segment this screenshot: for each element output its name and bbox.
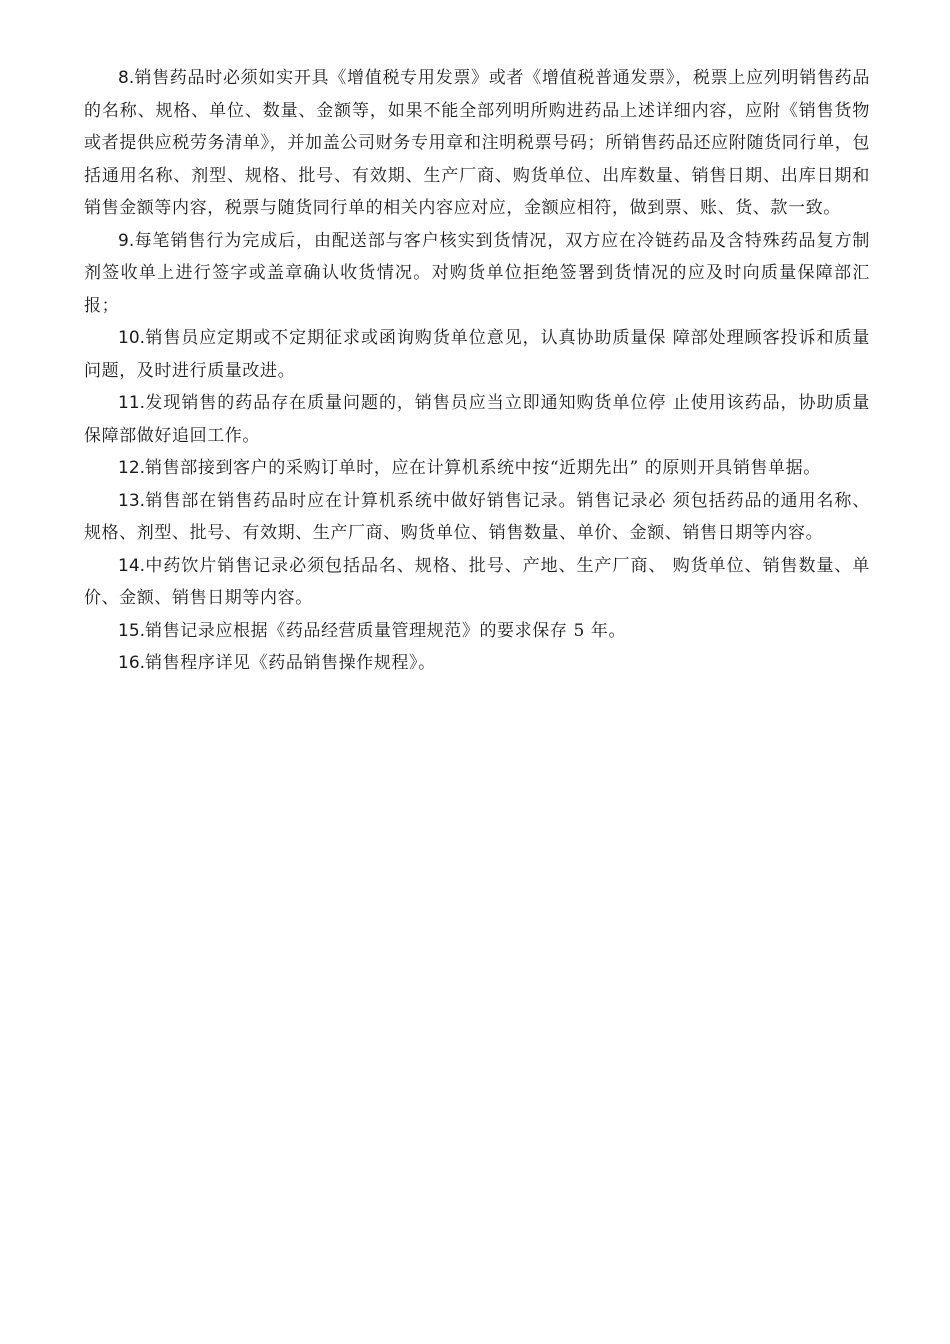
paragraph-14 <box>84 550 870 615</box>
paragraph-number: 13. <box>118 490 146 511</box>
paragraph-text: 销售药品时必须如实开具《增值税专用发票》或者《增值税普通发票》，税票上应列明销售药品的名称、规格、单位、数量、金额等，如果不能全部列明所购进药品上述详细内容，应附《销售货物或者提供应税劳务清单》，并加盖公司财务专用章和注明税票号码；所销售药品还应附随货同行单，包括通用名称、剂型、规格、批号、有效期、生产厂商、购货单位、出库数量、销售日期、出库日期和销售金额等内容，税票与随货同行单的相关内容应对应，金额应相符，做到票、账、货、款一致。 <box>84 68 870 218</box>
paragraph-number: 14. <box>118 555 146 576</box>
paragraph-text: 销售部在销售药品时应在计算机系统中做好销售记录。销售记录必 须包括药品的通用名称、规格、剂型、批号、有效期、生产厂商、购货单位、销售数量、单价、金额、销售日期等内容。 <box>84 490 870 543</box>
paragraph-text: 每笔销售行为完成后，由配送部与客户核实到货情况，双方应在冷链药品及含特殊药品复方制剂签收单上进行签字或盖章确认收货情况。对购货单位拒绝签署到货情况的应及时向质量保障部汇报； <box>84 230 870 316</box>
paragraph-number: 8. <box>118 68 135 88</box>
paragraph-number: 10. <box>118 328 146 348</box>
paragraph-text: 销售部接到客户的采购订单时，应在计算机系统中按“近期先出” 的原则开具销售单据。 <box>145 458 821 478</box>
paragraph-number: 12. <box>118 458 146 478</box>
paragraph-10 <box>84 322 870 387</box>
paragraph-8 <box>84 62 870 225</box>
paragraph-11 <box>84 387 870 452</box>
paragraph-text: 销售员应定期或不定期征求或函询购货单位意见，认真协助质量保 障部处理顾客投诉和质量问题，及时进行质量改进。 <box>84 328 870 381</box>
document-page <box>84 62 870 680</box>
paragraph-16 <box>84 647 870 680</box>
paragraph-number: 11. <box>118 393 146 413</box>
paragraph-text: 销售程序详见《药品销售操作规程》。 <box>145 653 436 673</box>
paragraph-15 <box>84 615 870 648</box>
paragraph-13 <box>84 485 870 550</box>
paragraph-text: 发现销售的药品存在质量问题的，销售员应当立即通知购货单位停 止使用该药品，协助质量保障部做好追回工作。 <box>84 393 870 446</box>
paragraph-text: 中药饮片销售记录必须包括品名、规格、批号、产地、生产厂商、 购货单位、销售数量、单价、金额、销售日期等内容。 <box>84 555 870 608</box>
paragraph-9 <box>84 225 870 323</box>
paragraph-number: 15. <box>118 620 146 641</box>
paragraph-12 <box>84 452 870 485</box>
paragraph-text: 销售记录应根据《药品经营质量管理规范》的要求保存 5 年。 <box>145 620 627 641</box>
paragraph-number: 9. <box>118 230 135 251</box>
paragraph-number: 16. <box>118 653 146 673</box>
